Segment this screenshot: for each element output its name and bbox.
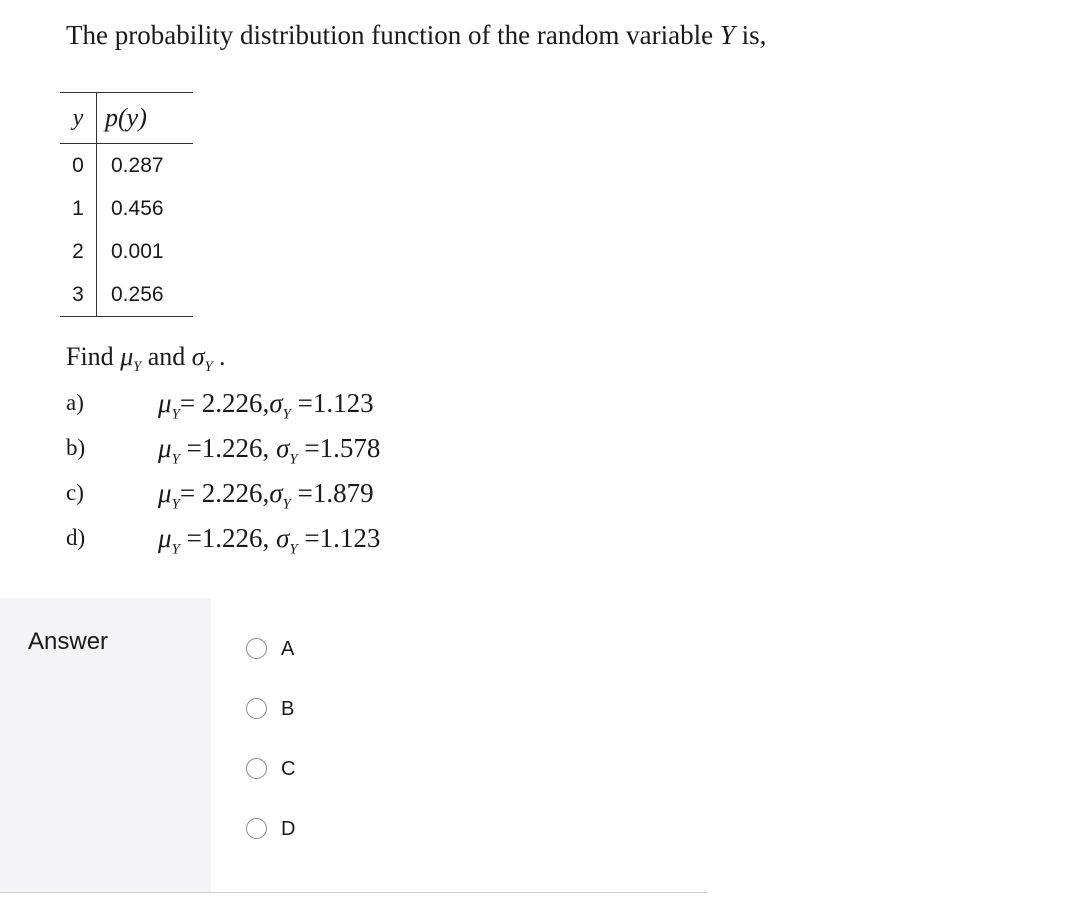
choice-b[interactable] (246, 698, 366, 758)
cell-p: 0.256 (97, 273, 194, 317)
prompt-find: Find (66, 342, 114, 371)
answer-choices (246, 638, 366, 878)
cell-y: 0 (60, 144, 97, 188)
option-letter: d) (66, 525, 86, 550)
radio-button[interactable] (246, 638, 267, 659)
cell-y: 2 (60, 230, 97, 273)
option-letter: a) (66, 390, 84, 415)
answer-label: Answer (28, 628, 109, 655)
choice-a[interactable] (246, 638, 366, 698)
option-b (66, 431, 466, 476)
sigma-symbol: $\sigma_Y$ (191, 342, 213, 376)
option-c (66, 476, 466, 521)
option-expression: $\mu_Y =1.226$, $\sigma_Y =1.578$ (158, 433, 381, 468)
question-prompt (66, 342, 226, 376)
table-row (60, 273, 193, 317)
intro-variable: Y (719, 20, 735, 50)
option-expression: $\mu_Y= 2.226,\sigma_Y =1.123$ (158, 388, 374, 423)
choice-label[interactable]: A (281, 638, 295, 660)
radio-button[interactable] (246, 818, 267, 839)
option-letter: c) (66, 480, 84, 505)
radio-button[interactable] (246, 698, 267, 719)
prompt-and: and (147, 342, 186, 371)
option-a (66, 386, 466, 431)
cell-y: 3 (60, 273, 97, 317)
option-expression: $\mu_Y= 2.226,\sigma_Y =1.879$ (158, 478, 374, 513)
distribution-table (60, 92, 193, 317)
mu-symbol: $\mu_Y$ (120, 342, 142, 376)
option-d (66, 521, 466, 566)
choice-d[interactable] (246, 818, 366, 878)
prompt-end: . (219, 342, 226, 371)
table-header-row (60, 93, 193, 144)
question-intro (66, 20, 766, 51)
intro-suffix: is, (734, 20, 767, 50)
option-expression: $\mu_Y =1.226$, $\sigma_Y =1.123$ (158, 523, 381, 558)
radio-button[interactable] (246, 758, 267, 779)
option-letter: b) (66, 435, 86, 460)
table-row (60, 144, 193, 188)
table-row (60, 187, 193, 230)
options-list (66, 386, 466, 566)
cell-y: 1 (60, 187, 97, 230)
cell-p: 0.456 (111, 196, 164, 220)
cell-p: 0.287 (111, 153, 164, 177)
choice-label[interactable]: C (281, 758, 296, 780)
header-y: y (60, 93, 97, 144)
bottom-divider (0, 892, 707, 893)
choice-label[interactable]: B (281, 698, 295, 720)
cell-p: 0.001 (111, 239, 164, 263)
choice-c[interactable] (246, 758, 366, 818)
choice-label[interactable]: D (281, 818, 296, 840)
table-row (60, 230, 193, 273)
intro-text: The probability distribution function of the random variable (66, 20, 720, 50)
header-p: p(y) (97, 93, 194, 144)
